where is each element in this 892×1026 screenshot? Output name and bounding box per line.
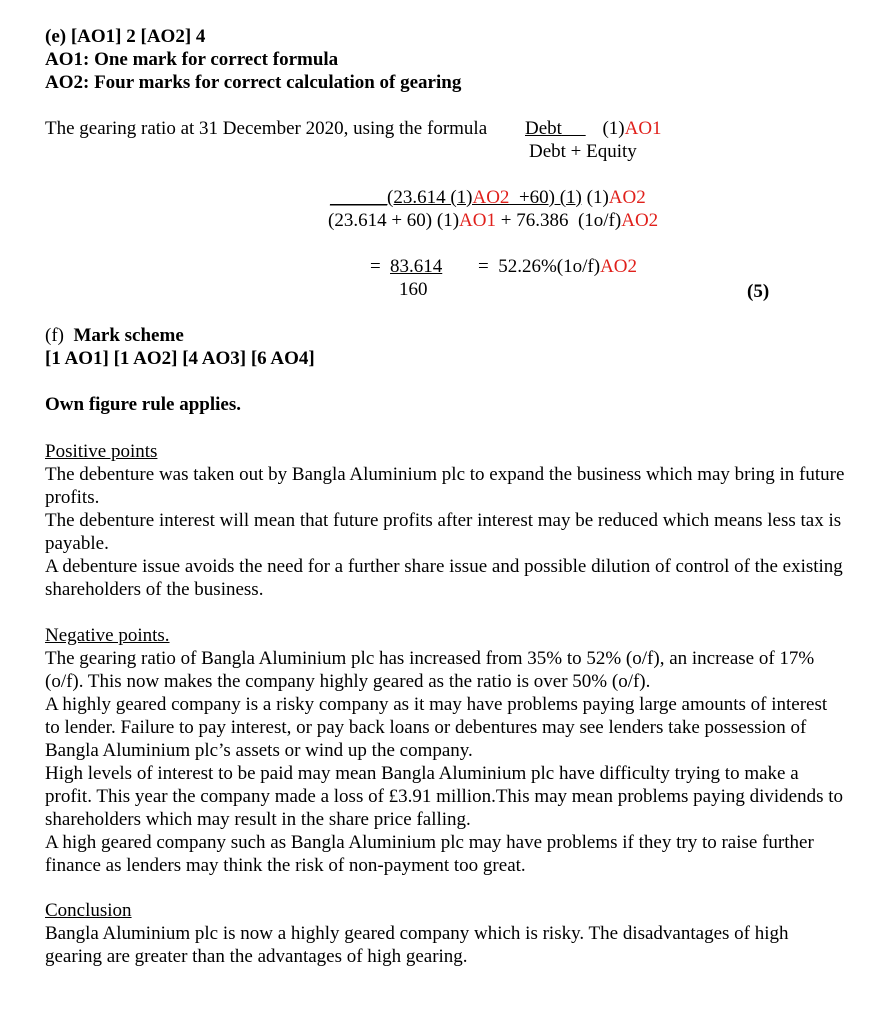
conclusion-text: Bangla Aluminium plc is now a highly geared company which is risky. The disadvantages of high gearing are greater than the advantages of high gearing. (45, 923, 789, 967)
calc2-result-ao: AO2 (600, 256, 638, 277)
part-f-ao-line: [1 AO1] [1 AO2] [4 AO3] [6 AO4] (45, 348, 315, 369)
negative-point: The gearing ratio of Bangla Aluminium plc has increased from 35% to 52% (o/f), an increase of 17% (o/f). This now makes the company highly geared as the ratio is over 50% (o/f). (45, 648, 815, 692)
negative-points-section (45, 624, 845, 877)
calc1-numerator: ______(23.614 (1)AO2 +60) (1) (1)AO2 (330, 187, 646, 208)
negative-points-heading: Negative points. (45, 625, 170, 646)
own-figure-rule: Own figure rule applies. (45, 394, 241, 415)
part-e-marks: (5) (747, 281, 770, 302)
part-f-heading: (f) Mark scheme (45, 325, 184, 346)
positive-points-section (45, 440, 845, 601)
formula-denominator: Debt + Equity (529, 141, 637, 162)
conclusion-section (45, 899, 845, 968)
formula-numerator (525, 117, 662, 140)
calc1-numerator-underlined: ______(23.614 (1)AO2 +60) (1) (330, 187, 582, 208)
calc2-numerator: 83.614 (390, 256, 443, 277)
calc1-numerator-ao: AO2 (608, 187, 646, 208)
positive-points-heading: Positive points (45, 441, 158, 462)
positive-point: The debenture interest will mean that future profits after interest may be reduced which means less tax is payable. (45, 510, 842, 554)
formula-numerator-text: Debt (525, 118, 562, 139)
negative-point: A high geared company such as Bangla Aluminium plc may have problems if they try to raise further finance as lenders may think the risk of non-payment too great. (45, 832, 814, 876)
formula-mark-ao: AO1 (624, 118, 662, 139)
part-e-heading: (e) [AO1] 2 [AO2] 4 (45, 26, 206, 47)
gearing-intro: The gearing ratio at 31 December 2020, using the formula (45, 118, 488, 139)
calc2-denominator: 160 (399, 279, 428, 300)
calc1-denominator: (23.614 + 60) (1)AO1 + 76.386 (1o/f)AO2 (328, 210, 659, 231)
calc2-result: = 52.26%(1o/f)AO2 (478, 256, 638, 277)
ao1-criteria: AO1: One mark for correct formula (45, 49, 339, 70)
conclusion-heading: Conclusion (45, 900, 132, 921)
positive-point: A debenture issue avoids the need for a further share issue and possible dilution of control of the existing shareholders of the business. (45, 556, 843, 600)
negative-point: A highly geared company is a risky company as it may have problems paying large amounts of interest to lender. Failure to pay interest, or pay back loans or debentures may see lenders take possession of Bangla Aluminium plc’s assets or wind up the company. (45, 694, 828, 761)
negative-point: High levels of interest to be paid may mean Bangla Aluminium plc have difficulty trying to make a profit. This year the company made a loss of £3.91 million.This may mean problems paying dividends to shareholders which may result in the share price falling. (45, 763, 844, 830)
formula-mark: (1)AO1 (602, 118, 662, 139)
positive-point: The debenture was taken out by Bangla Aluminium plc to expand the business which may bring in future profits. (45, 464, 845, 508)
calc2-equals: = (370, 256, 381, 277)
ao2-criteria: AO2: Four marks for correct calculation of gearing (45, 72, 462, 93)
